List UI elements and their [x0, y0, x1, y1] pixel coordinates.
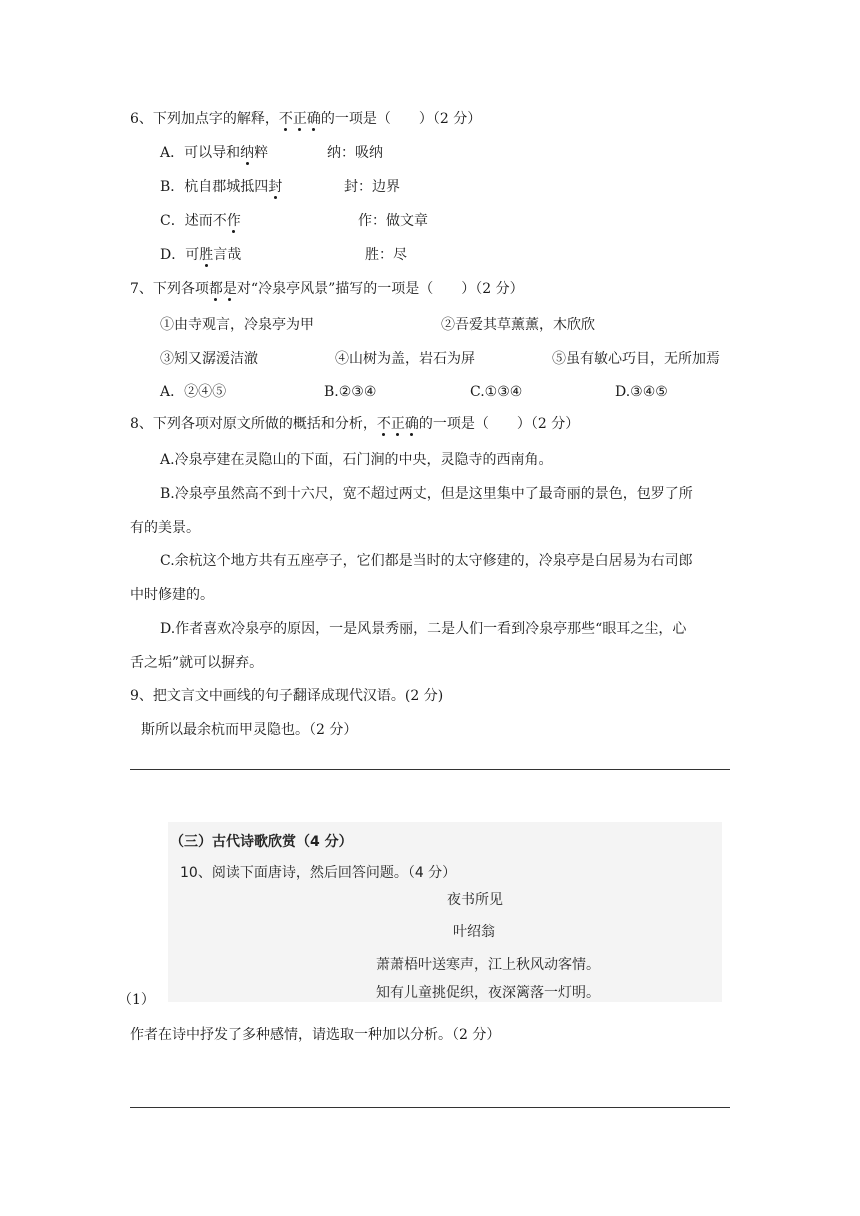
q8-option-d-line1: D.作者喜欢冷泉亭的原因，一是风景秀丽，二是人们一看到冷泉亭那些“眼耳之尘，心 — [160, 621, 687, 637]
answer-line — [130, 1107, 730, 1108]
section-3-header: （三）古代诗歌欣赏（4 分） — [170, 834, 353, 850]
subquestion-1-text: 作者在诗中抒发了多种感情，请选取一种加以分析。（2 分） — [130, 1027, 501, 1043]
q7-choice-c: C.①③④ — [470, 384, 523, 400]
q6-option-c: C．述而不作 — [160, 213, 241, 229]
answer-line — [130, 769, 730, 770]
q8-option-d-line2: 舌之垢”就可以摒弃。 — [130, 655, 264, 671]
poem-title: 夜书所见 — [447, 892, 503, 908]
poem-scan-image — [168, 822, 722, 1002]
emphasis-dot-char: 是 — [222, 281, 237, 297]
q7-item-2: ②吾爱其草薰薰，木欣欣 — [441, 317, 595, 333]
q9-stem: 9、把文言文中画线的句子翻译成现代汉语。(2 分) — [130, 688, 444, 704]
emphasis-dot-char: 纳 — [240, 145, 255, 161]
emphasis-dot-char: 确 — [306, 111, 321, 127]
q6-option-b-gloss: 封：边界 — [344, 179, 400, 195]
q7-item-4: ④山树为盖，岩石为屏 — [335, 351, 475, 367]
q8-stem: 8、下列各项对原文所做的概括和分析，不正确的一项是（ ）（2 分） — [130, 416, 580, 432]
q7-choice-a: A．②④⑤ — [160, 384, 227, 400]
q10-stem: 10、阅读下面唐诗，然后回答问题。（4 分） — [180, 865, 457, 881]
q7-item-5: ⑤虽有敏心巧目，无所加焉 — [552, 351, 720, 367]
emphasis-dot-char: 封 — [268, 179, 283, 195]
q6-option-d: D．可胜言哉 — [160, 247, 242, 263]
q6-stem: 6、下列加点字的解释，不正确的一项是（ ）（2 分） — [130, 111, 482, 127]
q6-option-b: B．杭自郡城抵四封 — [160, 179, 283, 195]
emphasis-dot-char: 正 — [390, 416, 405, 432]
q6-option-a: A．可以导和纳粹 — [160, 145, 269, 161]
poem-line-2: 知有儿童挑促织，夜深篱落一灯明。 — [376, 985, 600, 1001]
emphasis-dot-char: 都 — [208, 281, 223, 297]
q7-choice-b: B.②③④ — [324, 384, 377, 400]
q9-sentence: 斯所以最余杭而甲灵隐也。（2 分） — [141, 722, 358, 738]
poem-line-1: 萧萧梧叶送寒声，江上秋风动客情。 — [376, 957, 600, 973]
q7-choice-d: D.③④⑤ — [615, 384, 668, 400]
q6-option-a-gloss: 纳：吸纳 — [327, 145, 383, 161]
poem-author: 叶绍翁 — [453, 924, 495, 940]
emphasis-dot-char: 确 — [404, 416, 419, 432]
q7-item-3: ③矧又潺湲洁澈 — [160, 351, 258, 367]
emphasis-dot-char: 胜 — [199, 247, 214, 263]
emphasis-dot-char: 不 — [278, 111, 293, 127]
q8-option-c-line1: C.余杭这个地方共有五座亭子，它们都是当时的太守修建的，冷泉亭是白居易为右司郎 — [160, 553, 693, 569]
q8-option-c-line2: 中时修建的。 — [130, 587, 214, 603]
q7-item-1: ①由寺观言，冷泉亭为甲 — [160, 317, 314, 333]
emphasis-dot-char: 作 — [226, 213, 241, 229]
q6-option-c-gloss: 作：做文章 — [358, 213, 428, 229]
emphasis-dot-char: 正 — [292, 111, 307, 127]
q8-option-a: A.冷泉亭建在灵隐山的下面，石门涧的中央，灵隐寺的西南角。 — [160, 452, 553, 468]
q7-stem: 7、下列各项都是对“冷泉亭风景”描写的一项是（ ）（2 分） — [130, 281, 524, 297]
subquestion-1-label: （1） — [118, 992, 155, 1008]
emphasis-dot-char: 不 — [376, 416, 391, 432]
q8-option-b-line1: B.冷泉亭虽然高不到十六尺，宽不超过两丈，但是这里集中了最奇丽的景色，包罗了所 — [160, 486, 693, 502]
q6-option-d-gloss: 胜：尽 — [365, 247, 407, 263]
q8-option-b-line2: 有的美景。 — [130, 520, 200, 536]
